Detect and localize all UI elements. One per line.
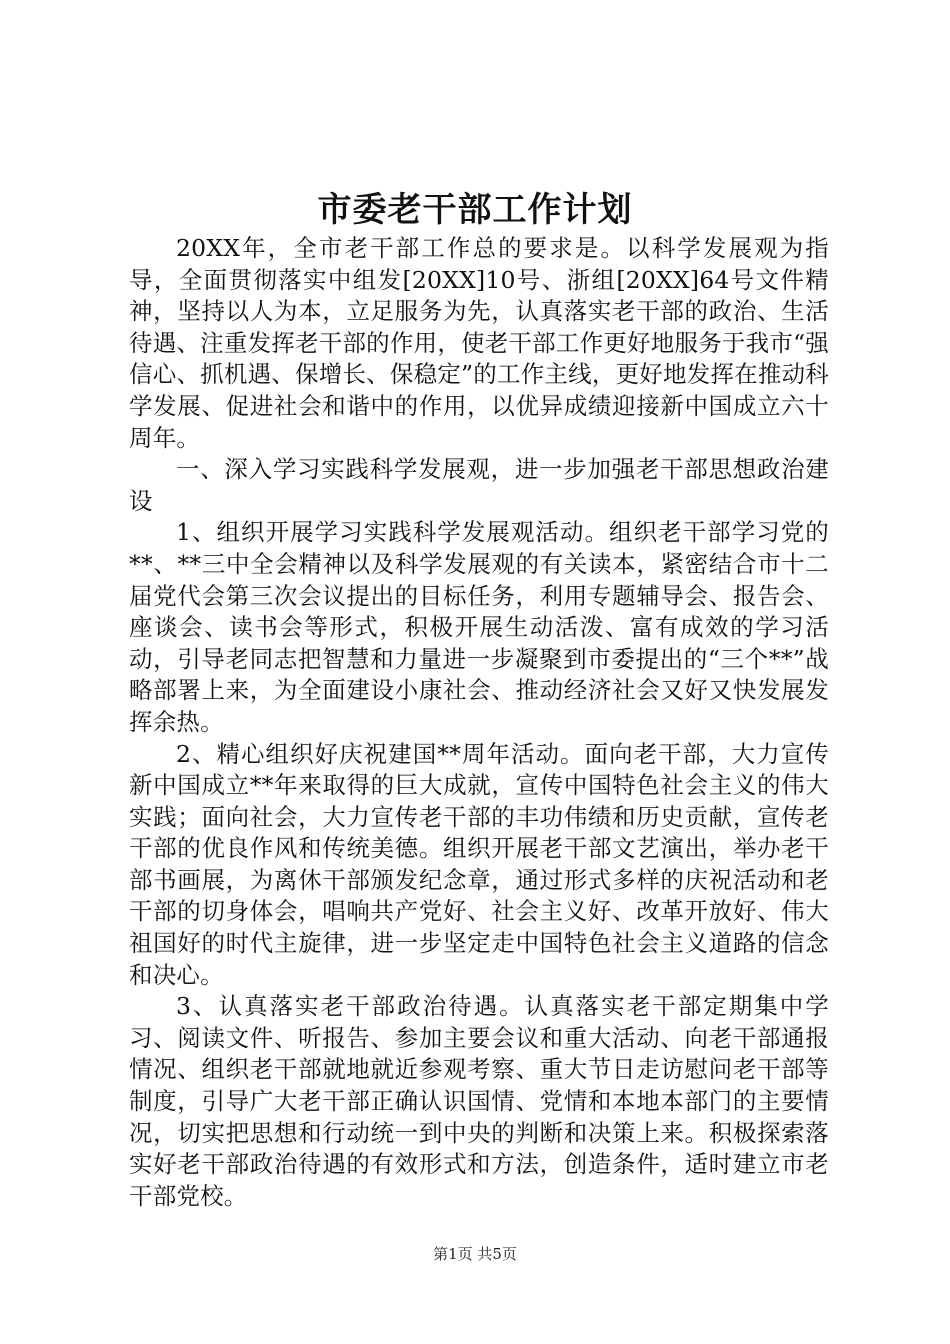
- section-heading-1: 一、深入学习实践科学发展观，进一步加强老干部思想政治建设: [129, 455, 829, 515]
- paragraph-item-2: 2、精心组织好庆祝建国**周年活动。面向老干部，大力宣传新中国成立**年来取得的巨大成就，宣传中国特色社会主义的伟大实践；面向社会，大力宣传老干部的丰功伟绩和历史贡献，宣传老干部的优良作风和传统美德。组织开展老干部文艺演出，举办老干部书画展，为离休干部颁发纪念章，通过形式多样的庆祝活动和老干部的切身体会，唱响共产党好、社会主义好、改革开放好、伟大祖国好的时代主旋律，进一步坚定走中国特色社会主义道路的信念和决心。: [129, 739, 829, 989]
- paragraph-item-1: 1、组织开展学习实践科学发展观活动。组织老干部学习党的**、**三中全会精神以及科学发展观的有关读本，紧密结合市十二届党代会第三次会议提出的目标任务，利用专题辅导会、报告会、座谈会、读书会等形式，积极开展生动活泼、富有成效的学习活动，引导老同志把智慧和力量进一步凝聚到市委提出的“三个**”战略部署上来，为全面建设小康社会、推动经济社会又好又快发展发挥余热。: [129, 518, 829, 736]
- paragraph-intro: 20XX年，全市老干部工作总的要求是。以科学发展观为指导，全面贯彻落实中组发[20XX]10号、浙组[20XX]64号文件精神，坚持以人为本，立足服务为先，认真落实老干部的政治、生活待遇、注重发挥老干部的作用，使老干部工作更好地服务于我市“强信心、抓机遇、保增长、保稳定”的工作主线，更好地发挥在推动科学发展、促进社会和谐中的作用，以优异成绩迎接新中国成立六十周年。: [129, 234, 829, 452]
- document-body: [129, 233, 829, 1212]
- page-number-footer: 第1页 共5页: [433, 1245, 517, 1263]
- paragraph-item-3: 3、认真落实老干部政治待遇。认真落实老干部定期集中学习、阅读文件、听报告、参加主要会议和重大活动、向老干部通报情况、组织老干部就地就近参观考察、重大节日走访慰问老干部等制度，引导广大老干部正确认识国情、党情和本地本部门的主要情况，切实把思想和行动统一到中央的判断和决策上来。积极探索落实好老干部政治待遇的有效形式和方法，创造条件，适时建立市老干部党校。: [129, 992, 829, 1210]
- document-title: 市委老干部工作计划: [317, 190, 633, 230]
